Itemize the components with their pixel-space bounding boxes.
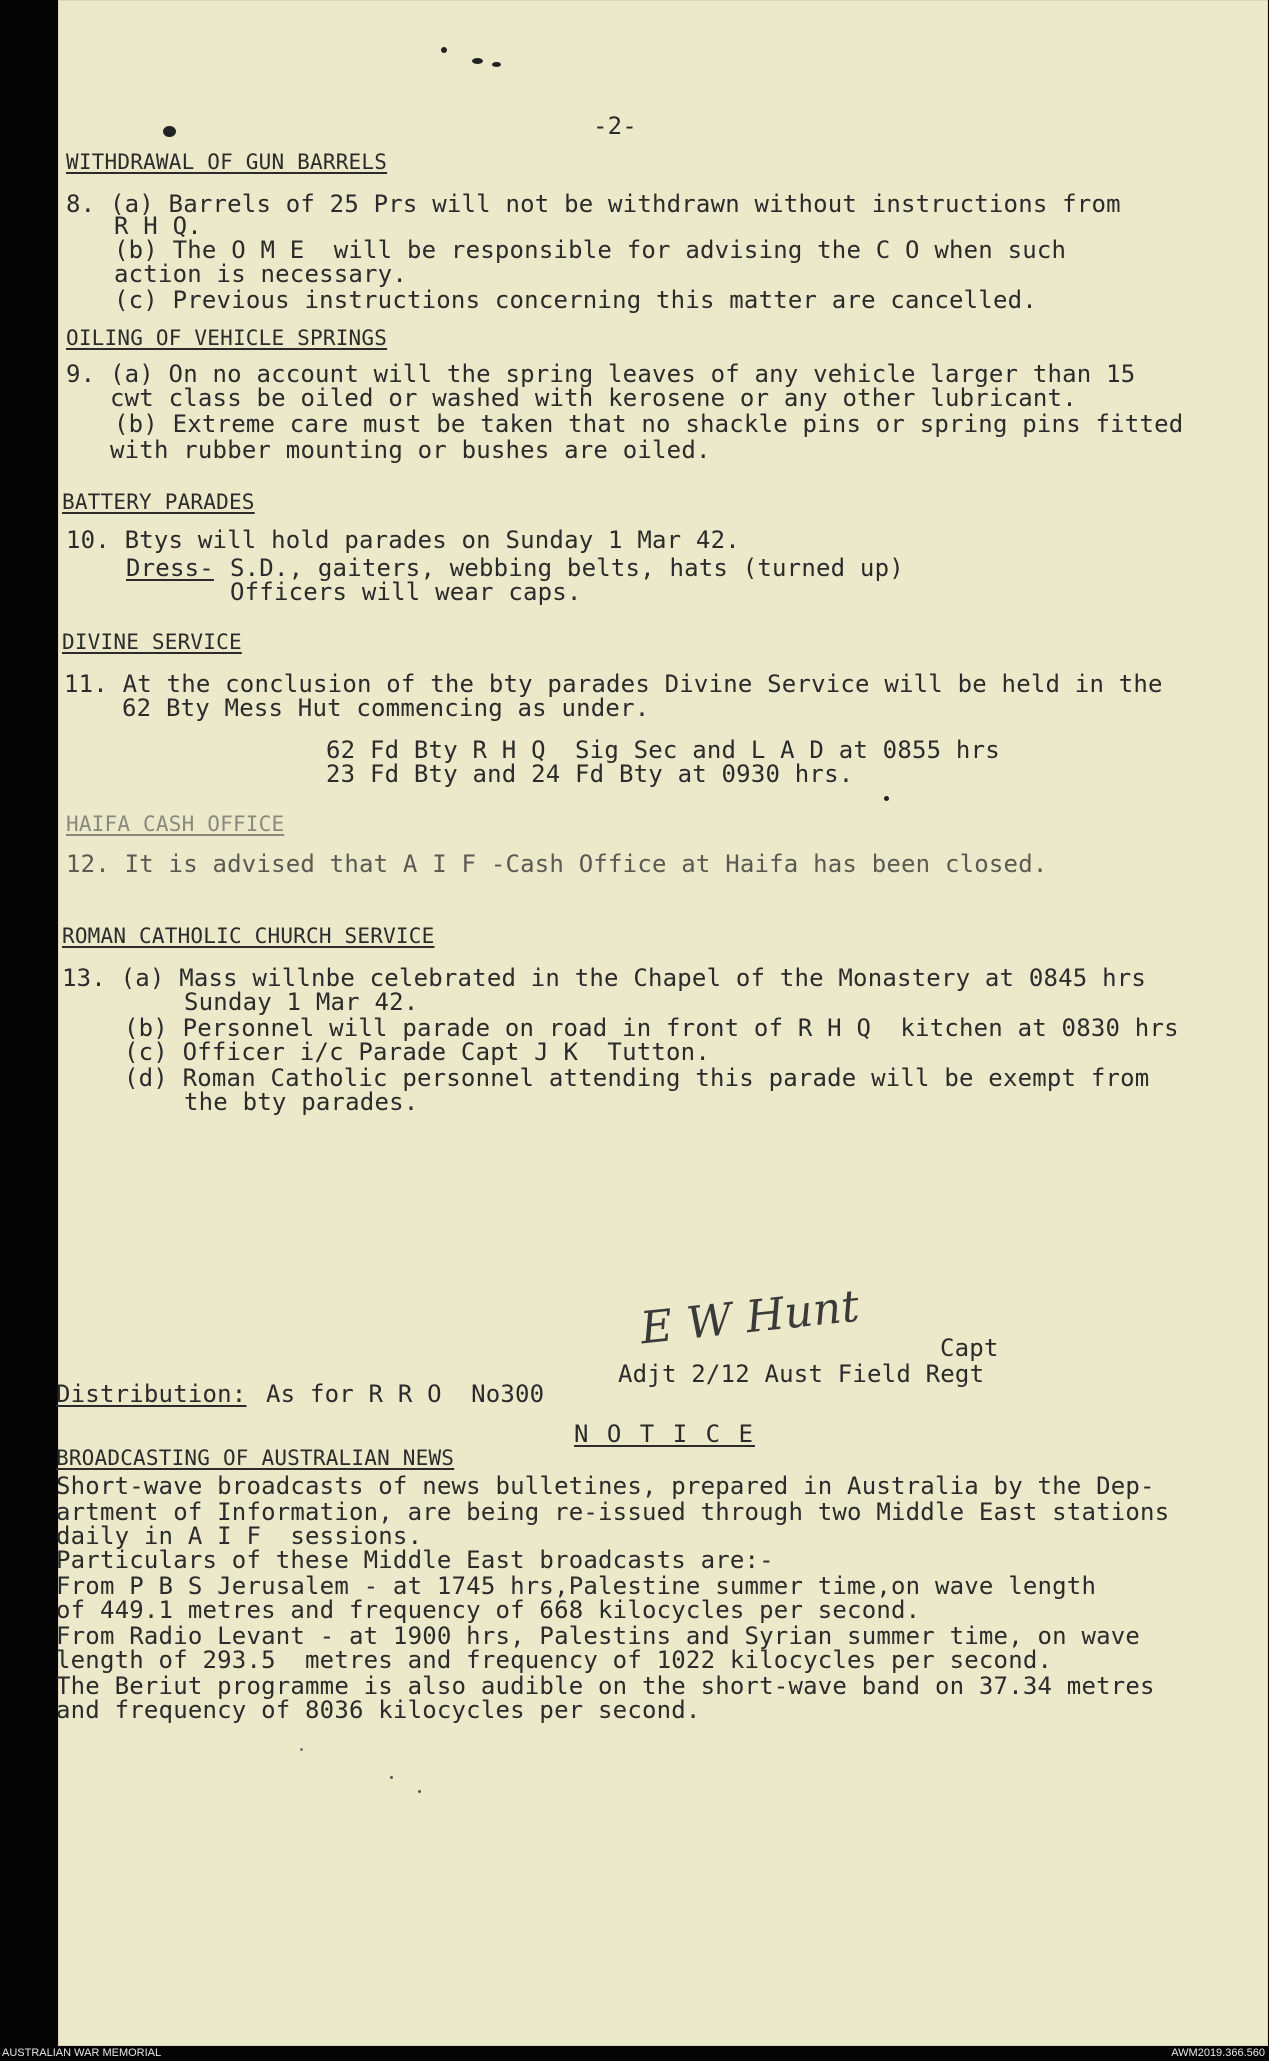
paragraph-line: (c) Previous instructions concerning this matter are cancelled. — [114, 286, 1037, 314]
ink-mark — [163, 126, 176, 137]
paragraph-line: 9. (a) On no account will the spring leaves of any vehicle larger than 15 — [66, 360, 1136, 388]
paragraph-line: Officers will wear caps. — [230, 578, 582, 606]
paragraph-line: 10. Btys will hold parades on Sunday 1 Mar 42. — [66, 526, 740, 554]
notice-line: The Beriut programme is also audible on the short-wave band on 37.34 metres — [56, 1672, 1155, 1700]
section-heading: BATTERY PARADES — [62, 490, 255, 514]
page-number: -2- — [593, 112, 637, 140]
paragraph-line: (b) Extreme care must be taken that no shackle pins or spring pins fitted — [114, 410, 1184, 438]
ink-mark — [390, 1776, 393, 1779]
paragraph-line: 23 Fd Bty and 24 Fd Bty at 0930 hrs. — [326, 760, 854, 788]
ink-mark — [418, 1790, 421, 1793]
handwritten-signature: E W Hunt — [637, 1280, 862, 1355]
notice-line: of 449.1 metres and frequency of 668 kilocycles per second. — [56, 1596, 921, 1624]
archive-footer — [0, 2046, 1269, 2061]
notice-line: From P B S Jerusalem - at 1745 hrs,Palestine summer time,on wave length — [56, 1572, 1097, 1600]
section-heading: ROMAN CATHOLIC CHURCH SERVICE — [62, 924, 435, 948]
paragraph-line: 62 Fd Bty R H Q Sig Sec and L A D at 0855 hrs — [326, 736, 1000, 764]
footer-accession-number: AWM2019.366.560 — [1171, 2047, 1265, 2059]
paragraph-line: S.D., gaiters, webbing belts, hats (turned up) — [230, 554, 904, 582]
signature-title: Adjt 2/12 Aust Field Regt — [618, 1360, 985, 1388]
paragraph-line: 13. (a) Mass willnbe celebrated in the Chapel of the Monastery at 0845 hrs — [62, 964, 1147, 992]
paragraph-line: R H Q. — [114, 212, 202, 240]
ink-mark — [441, 47, 447, 53]
distribution-label: Distribution: — [56, 1380, 247, 1408]
notice-line: and frequency of 8036 kilocycles per second. — [56, 1696, 701, 1724]
ink-mark — [884, 796, 889, 801]
notice-line: daily in A I F sessions. — [56, 1522, 423, 1550]
notice-line: From Radio Levant - at 1900 hrs, Palestins and Syrian summer time, on wave — [56, 1622, 1141, 1650]
paragraph-line: the bty parades. — [184, 1088, 419, 1116]
paragraph-line: 62 Bty Mess Hut commencing as under. — [122, 694, 650, 722]
section-heading: OILING OF VEHICLE SPRINGS — [66, 326, 388, 350]
paragraph-line: 12. It is advised that A I F -Cash Office at Haifa has been closed. — [66, 850, 1048, 878]
notice-line: Particulars of these Middle East broadcasts are:- — [56, 1546, 774, 1574]
section-heading: HAIFA CASH OFFICE — [66, 812, 285, 836]
paragraph-line: Sunday 1 Mar 42. — [184, 988, 419, 1016]
footer-credit: AUSTRALIAN WAR MEMORIAL — [2, 2047, 162, 2059]
paragraph-line: action is necessary. — [114, 260, 407, 288]
ink-mark — [472, 58, 483, 64]
paragraph-line: (c) Officer i/c Parade Capt J K Tutton. — [124, 1038, 710, 1066]
paragraph-line: (b) Personnel will parade on road in front of R H Q kitchen at 0830 hrs — [124, 1014, 1179, 1042]
signature-rank: Capt — [940, 1334, 999, 1362]
paragraph-line: (d) Roman Catholic personnel attending this parade will be exempt from — [124, 1064, 1150, 1092]
distribution-value: As for R R O No300 — [266, 1380, 545, 1408]
notice-title: N O T I C E — [574, 1420, 755, 1448]
paragraph-line: cwt class be oiled or washed with kerosene or any other lubricant. — [110, 384, 1077, 412]
ink-mark — [492, 62, 501, 67]
paragraph-line: (b) The O M E will be responsible for advising the C O when such — [114, 236, 1067, 264]
paragraph-line: 8. (a) Barrels of 25 Prs will not be withdrawn without instructions from — [66, 190, 1121, 218]
notice-line: Short-wave broadcasts of news bulletines, prepared in Australia by the Dep- — [56, 1472, 1155, 1500]
notice-line: artment of Information, are being re-issued through two Middle East stations — [56, 1498, 1170, 1526]
paragraph-line: with rubber mounting or bushes are oiled. — [110, 436, 711, 464]
notice-line: length of 293.5 metres and frequency of 1022 kilocycles per second. — [56, 1646, 1053, 1674]
dress-label: Dress- — [126, 554, 214, 582]
ink-mark — [300, 1748, 303, 1751]
notice-heading: BROADCASTING OF AUSTRALIAN NEWS — [56, 1446, 455, 1470]
section-heading: WITHDRAWAL OF GUN BARRELS — [66, 150, 388, 174]
paragraph-line: 11. At the conclusion of the bty parades Divine Service will be held in the — [64, 670, 1163, 698]
section-heading: DIVINE SERVICE — [62, 630, 242, 654]
